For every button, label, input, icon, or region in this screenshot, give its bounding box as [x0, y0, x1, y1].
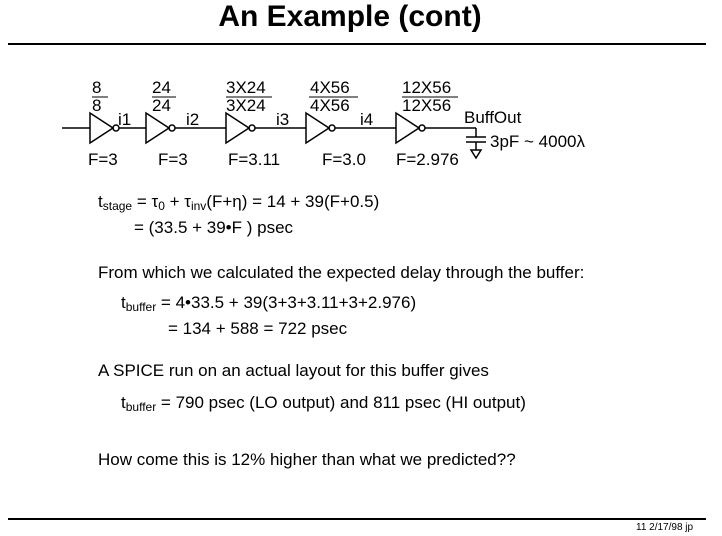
fanout-stage-5: F=2.976 [396, 150, 459, 169]
stage-1-wn: 8 [92, 78, 102, 97]
buffer-calc-intro: From which we calculated the expected delay through the buffer: [98, 263, 585, 282]
footer-divider [8, 518, 706, 520]
inverter-1-symbol [90, 113, 113, 143]
spice-result: $t_{buffer} = 790$ psec (LO output) and 811 psec (HI output) [121, 393, 526, 414]
tstage-equation-line2: = (33.5 + 39•F ) psec [134, 218, 294, 237]
ground-icon [471, 150, 481, 158]
fanout-stage-3: F=3.11 [228, 150, 281, 169]
inverter-5-symbol [396, 113, 419, 143]
stage-2-wp: 24 [152, 96, 171, 115]
closing-question: How come this is 12% higher than what we predicted?? [98, 450, 516, 469]
stage-3-wn: 3X24 [226, 78, 266, 97]
fanout-stage-4: F=3.0 [322, 150, 366, 169]
output-label: BuffOut [464, 108, 522, 127]
footer-text: 11 2/17/98 jp [636, 522, 694, 533]
inverter-2-symbol [146, 113, 169, 143]
stage-5-wp: 12X56 [402, 96, 452, 115]
inverter-4-symbol [306, 113, 329, 143]
node-label-i2: i2 [186, 110, 200, 129]
stage-1-wp: 8 [92, 96, 102, 115]
node-label-i1: i1 [118, 110, 132, 129]
tstage-equation: $t_{stage} = \tau_0 + \tau_{inv}(F+\eta) = 14 + 39(F+0.5)$ [98, 192, 380, 213]
inverter-3-symbol [226, 113, 249, 143]
stage-4-wp: 4X56 [310, 96, 350, 115]
stage-4-wn: 4X56 [310, 78, 350, 97]
stage-5-wn: 12X56 [402, 78, 452, 97]
stage-2-wn: 24 [152, 78, 171, 97]
fanout-stage-2: F=3 [158, 150, 188, 169]
stage-3-wp: 3X24 [226, 96, 266, 115]
spice-intro: A SPICE run on an actual layout for this buffer gives [98, 361, 489, 380]
page-title: An Example (cont) [218, 0, 482, 33]
tbuffer-equation-line2: = 134 + 588 = 722 psec [168, 319, 348, 338]
tbuffer-equation: $t_{buffer}$ = 4•33.5 + 39(3+3+3.11+3+2.976) [121, 293, 417, 314]
node-label-i3: i3 [276, 110, 290, 129]
node-label-i4: i4 [360, 110, 374, 129]
load-label: 3pF ~ 4000λ [490, 132, 585, 151]
fanout-stage-1: F=3 [88, 150, 118, 169]
